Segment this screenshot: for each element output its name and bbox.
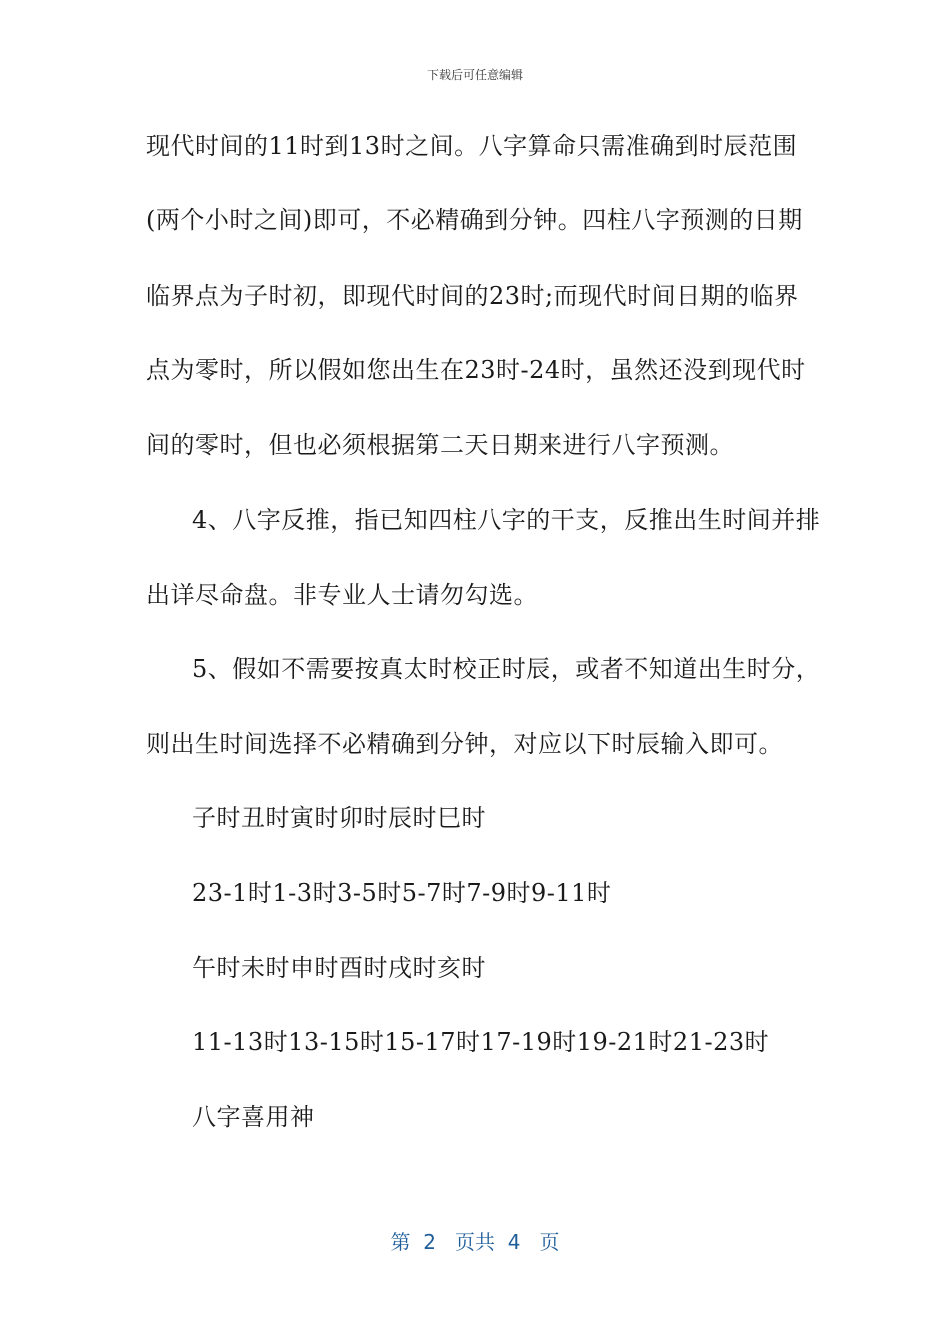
body-line-3: 临界点为子时初，即现代时间的23时;而现代时间日期的临界 <box>146 282 799 310</box>
body-line-4: 点为零时，所以假如您出生在23时-24时，虽然还没到现代时 <box>146 356 806 384</box>
body-line-2: (两个小时之间)即可，不必精确到分钟。四柱八字预测的日期 <box>146 206 803 234</box>
body-line-9: 则出生时间选择不必精确到分钟，对应以下时辰输入即可。 <box>146 730 783 758</box>
body-line-5: 间的零时，但也必须根据第二天日期来进行八字预测。 <box>146 431 734 459</box>
body-line-7: 出详尽命盘。非专业人士请勿勾选。 <box>146 581 538 609</box>
header-note: 下载后可任意编辑 <box>426 68 523 82</box>
body-line-10: 子时丑时寅时卯时辰时巳时 <box>192 804 486 832</box>
body-line-11: 23-1时1-3时3-5时5-7时7-9时9-11时 <box>192 879 612 907</box>
body-line-1: 现代时间的11时到13时之间。八字算命只需准确到时辰范围 <box>146 132 798 160</box>
page-number-footer: 第 2 页共 4 页 <box>390 1230 560 1254</box>
body-line-8: 5、假如不需要按真太时校正时辰，或者不知道出生时分， <box>192 655 821 683</box>
body-line-14: 八字喜用神 <box>192 1103 315 1131</box>
body-line-6: 4、八字反推，指已知四柱八字的干支，反推出生时间并排 <box>192 506 821 534</box>
body-line-12: 午时未时申时酉时戌时亥时 <box>192 954 486 982</box>
body-line-13: 11-13时13-15时15-17时17-19时19-21时21-23时 <box>192 1028 770 1056</box>
